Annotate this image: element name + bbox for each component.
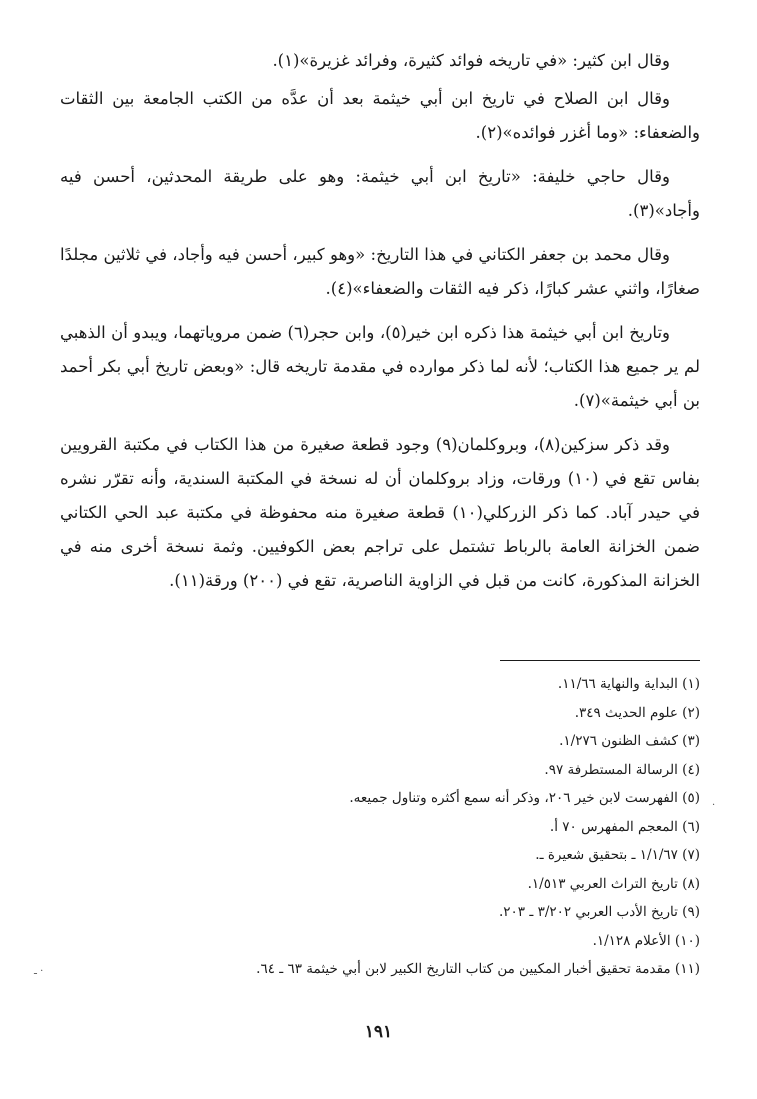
footnote-7: (٧) ١/١/٦٧ ـ بتحقيق شعيرة ـ. (535, 847, 700, 863)
footnote-2: (٢) علوم الحديث ٣٤٩. (574, 704, 700, 721)
main-text (60, 44, 700, 608)
paragraph-kattani: وقال محمد بن جعفر الكتاني في هذا التاريخ: «وهو كبير، أحسن فيه وأجاد، في ثلاثين مجلدًا صغارًا، واثني عشر كبارًا، ذكر فيه الثقات والضعفاء»(٤). (60, 245, 700, 298)
scan-speck: · ـ (34, 966, 44, 977)
page-number: ١٩١ (364, 1022, 393, 1042)
paragraph-ibn-khayr: وتاريخ ابن أبي خيثمة هذا ذكره ابن خير(٥)، وابن حجر(٦) ضمن مروياتهما، ويبدو أن الذهبي لم ير جميع هذا الكتاب؛ لأنه لما ذكر موارده في مقدمة تاريخه قال: «وبعض تاريخ أبي بكر أحمد بن أبي خيثمة»(٧). (60, 323, 700, 410)
footnote-5: (٥) الفهرست لابن خير ٢٠٦، وذكر أنه سمع أكثره وتناول جميعه. (349, 790, 700, 806)
paragraph-haji-khalifa: وقال حاجي خليفة: «تاريخ ابن أبي خيثمة: وهو على طريقة المحدثين، أحسن فيه وأجاد»(٣). (60, 167, 700, 220)
footnote-3: (٣) كشف الظنون ١/٢٧٦. (559, 733, 700, 749)
scan-speck: · (712, 800, 716, 811)
footnote-6: (٦) المعجم المفهرس ٧٠ أ. (549, 818, 700, 835)
footnote-separator (500, 660, 700, 661)
paragraph-manuscripts: وقد ذكر سزكين(٨)، وبروكلمان(٩) وجود قطعة صغيرة من هذا الكتاب في مكتبة القرويين بفاس تقع في (١٠) ورقات، وزاد بروكلمان أن له نسخة في المكتبة السندية، وأنه تقرّر نشره في حيدر آباد. كما ذكر الزركلي(١٠) قطعة صغيرة منه محفوظة في مكتبة عبد الحي الكتاني ضمن الخزانة العامة بالرباط تشتمل على تراجم بعض الكوفيين. وثمة نسخة أخرى منه في الخزانة المذكورة، كانت من قبل في الزاوية الناصرية، تقع في (٢٠٠) ورقة(١١). (60, 435, 701, 590)
footnote-4: (٤) الرسالة المستطرفة ٩٧. (544, 761, 700, 778)
footnote-11: (١١) مقدمة تحقيق أخبار المكيين من كتاب التاريخ الكبير لابن أبي خيثمة ٦٣ ـ ٦٤. (256, 961, 700, 977)
footnote-1: (١) البداية والنهاية ١١/٦٦. (557, 676, 700, 692)
footnote-9: (٩) تاريخ الأدب العربي ٣/٢٠٢ ـ ٢٠٣. (498, 904, 700, 920)
paragraph-ibn-kathir: وقال ابن كثير: «في تاريخه فوائد كثيرة، وفرائد غزيرة»(١). (272, 51, 670, 70)
paragraph-ibn-salah: وقال ابن الصلاح في تاريخ ابن أبي خيثمة بعد أن عدَّه من الكتب الجامعة بين الثقات والضعفاء: «وما أغزر فوائده»(٢). (60, 89, 700, 142)
footnotes (100, 670, 700, 984)
footnote-10: (١٠) الأعلام ١/١٢٨. (592, 932, 700, 949)
footnote-8: (٨) تاريخ التراث العربي ١/٥١٣. (527, 875, 700, 892)
